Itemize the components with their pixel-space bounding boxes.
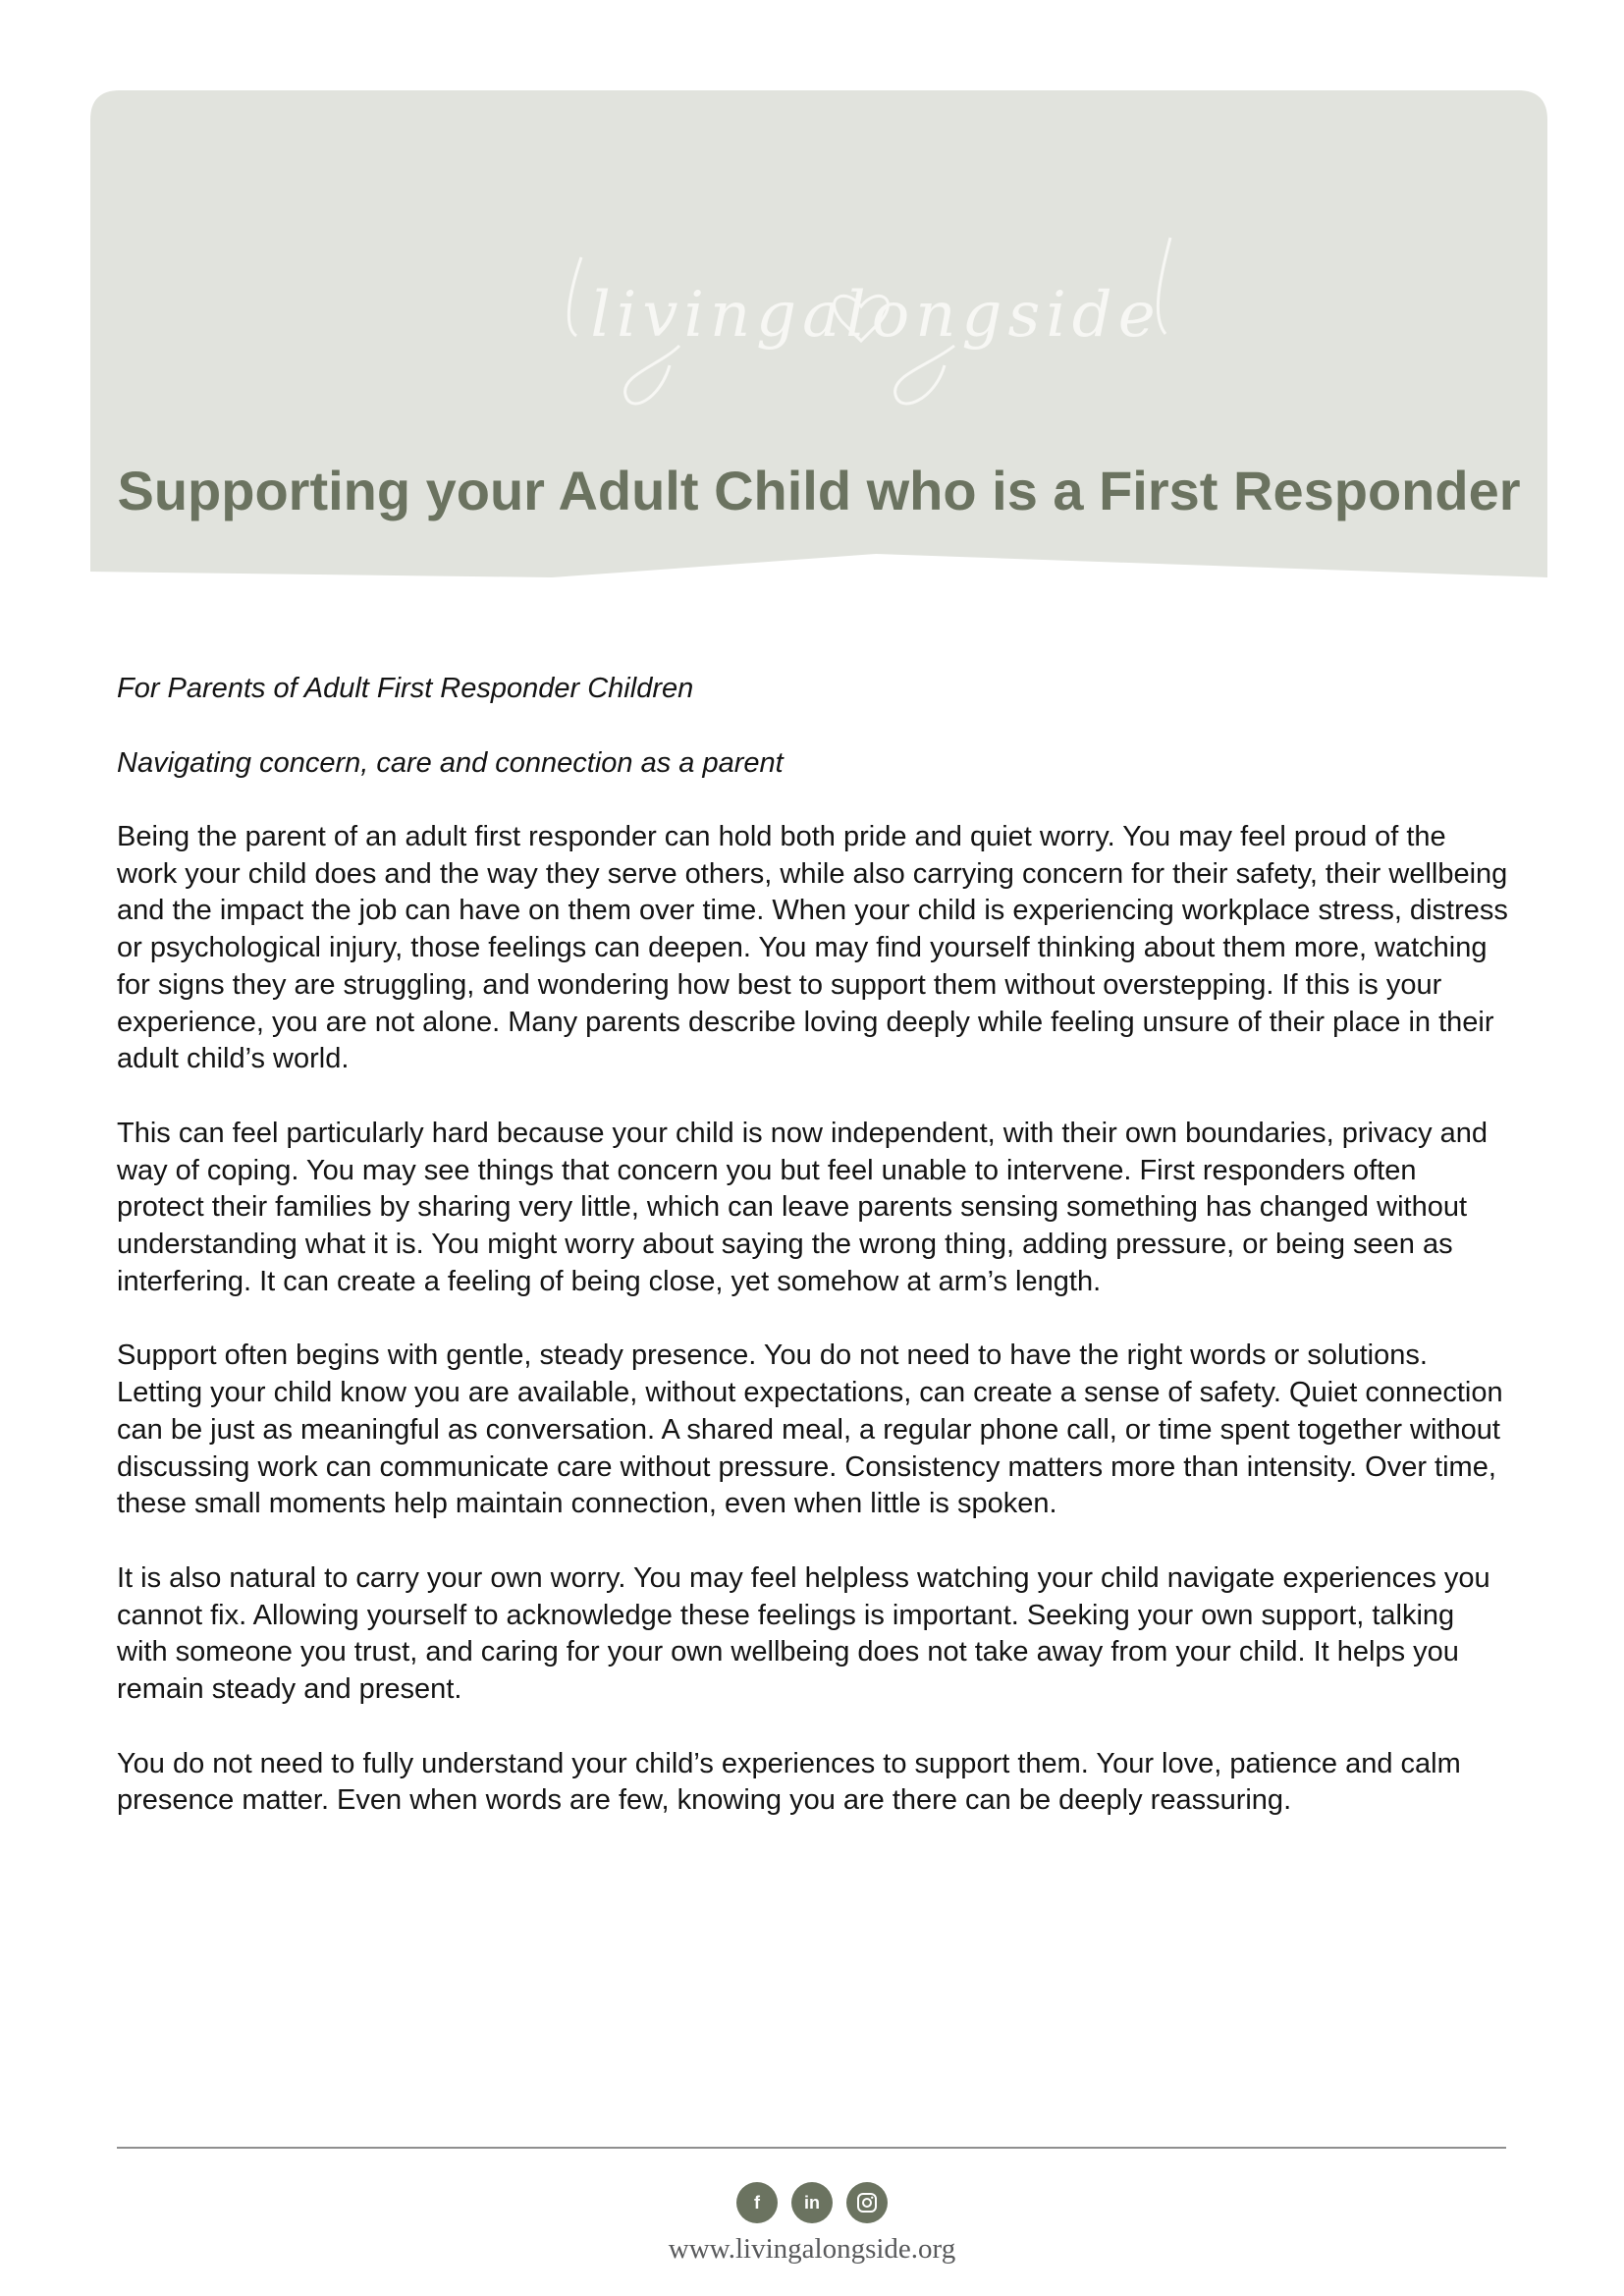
brand-logo: [522, 218, 1229, 414]
logo-wordmark: livingalongside: [590, 279, 1162, 352]
paragraph-4: It is also natural to carry your own worry. You may feel helpless watching your child navigate experiences you cannot fix. Allowing yourself to acknowledge these feelings is important. Seeking your own support, talking with someone you trust, and caring for your own wellbeing does not take away from your child. It helps you remain steady and present.: [117, 1561, 1490, 1706]
paragraph-1: Being the parent of an adult first responder can hold both pride and quiet worry. You may feel proud of the work your child does and the way they serve others, while also carrying concern for their safety, their wellbeing and the impact the job can have on them over time. When your child is experiencing workplace stress, distress or psychological injury, those feelings can deepen. You may find yourself thinking about them more, watching for signs they are struggling, and wondering how best to support them without overstepping. If this is your experience, you are not alone. Many parents describe loving deeply while feeling unsure of their place in their adult child’s world.: [117, 821, 1508, 1075]
instagram-glyph: [855, 2191, 879, 2214]
document-body: [117, 670, 1511, 1857]
subtitle-theme: Navigating concern, care and connection as a parent: [117, 747, 784, 779]
footer-divider: [117, 2147, 1506, 2149]
paragraph-5: You do not need to fully understand your child’s experiences to support them. Your love, patience and calm presence matter. Even when words are few, knowing you are there can be deeply reassuring.: [117, 1747, 1461, 1817]
instagram-icon[interactable]: [846, 2182, 888, 2223]
paragraph-3: Support often begins with gentle, steady presence. You do not need to have the right words or solutions. Letting your child know you are available, without expectations, can create a sense of safety. Quiet connection can be just as meaningful as conversation. A shared meal, a regular phone call, or time spent together without discussing work can communicate care without pressure. Consistency matters more than intensity. Over time, these small moments help maintain connection, even when little is spoken.: [117, 1339, 1503, 1520]
subtitle-audience: For Parents of Adult First Responder Children: [117, 673, 694, 704]
social-links: [0, 2182, 1624, 2223]
facebook-icon[interactable]: f: [736, 2182, 778, 2223]
page-title: Supporting your Adult Child who is a First Responder: [117, 460, 1521, 521]
paragraph-2: This can feel particularly hard because your child is now independent, with their own boundaries, privacy and way of coping. You may see things that concern you but feel unable to intervene. First responders often protect their families by sharing very little, which can leave parents sensing something has changed without understanding what it is. You might worry about saying the wrong thing, adding pressure, or being seen as interfering. It can create a feeling of being close, yet somehow at arm’s length.: [117, 1117, 1489, 1297]
linkedin-icon[interactable]: in: [791, 2182, 833, 2223]
header-banner: [90, 90, 1547, 581]
website-link[interactable]: www.livingalongside.org: [668, 2233, 956, 2265]
